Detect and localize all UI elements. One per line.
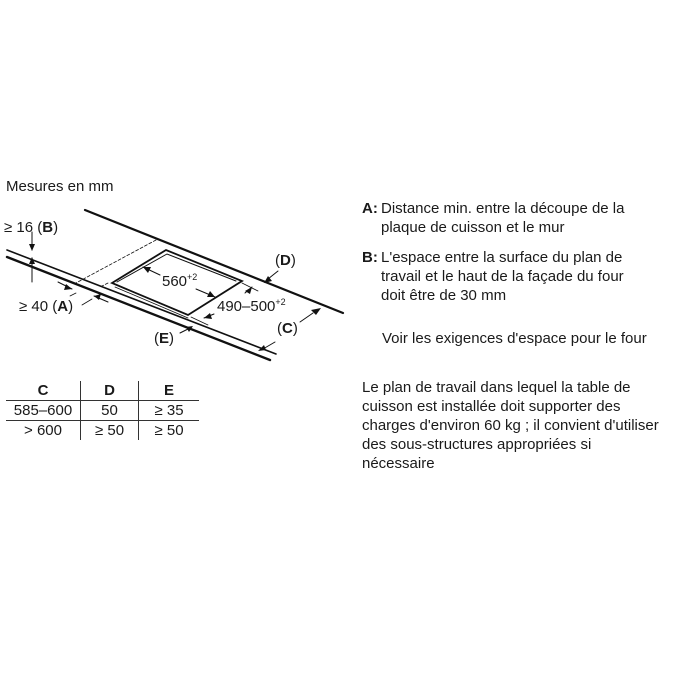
cell: ≥ 50	[154, 422, 184, 439]
label-d: (D)	[275, 252, 296, 269]
header-c: C	[6, 381, 81, 401]
note-load-line: Le plan de travail dans lequel la table de	[362, 379, 631, 396]
note-a-key: A:	[362, 200, 378, 217]
note-a	[362, 199, 624, 237]
note-a-line: Distance min. entre la découpe de la	[381, 200, 625, 217]
oven-reference-dashed	[76, 240, 156, 283]
note-b-line: doit être de 30 mm	[381, 287, 507, 304]
table-row	[6, 421, 199, 441]
cell: > 600	[6, 421, 81, 441]
note-b-line: travail et le haut de la façade du four	[381, 268, 624, 285]
note-oven: Voir les exigences d'espace pour le four	[382, 330, 647, 347]
note-load	[362, 378, 659, 473]
dimension-table	[6, 381, 199, 440]
note-load-line: charges d'environ 60 kg ; il convient d'utiliser	[362, 417, 659, 434]
label-a: ≥ 40 (A)	[19, 298, 74, 315]
header-e: E	[139, 381, 200, 401]
header-d: D	[81, 381, 139, 401]
note-b	[362, 248, 624, 305]
label-cutout-width: $560^{+2}$	[162, 272, 198, 290]
note-load-line: des sous-structures appropriées si	[362, 436, 592, 453]
cell: ≥ 50	[81, 421, 139, 441]
note-a-line: plaque de cuisson et le mur	[381, 219, 565, 236]
cell: 50	[81, 401, 139, 421]
label-b: ≥ 16 (B)	[4, 219, 59, 236]
wall-line	[85, 210, 343, 313]
cell: ≥ 35	[139, 401, 200, 421]
note-load-line: cuisson est installée doit supporter des	[362, 398, 621, 415]
label-cutout-depth: $490-500^{+2}$	[217, 297, 286, 315]
note-b-key: B:	[362, 249, 378, 266]
note-b-line: L'espace entre la surface du plan de	[381, 249, 623, 266]
table-row	[6, 401, 199, 421]
note-load-line: nécessaire	[362, 455, 435, 472]
label-e: (E)	[154, 330, 175, 347]
label-c: (C)	[277, 320, 298, 337]
table-header-row	[6, 381, 199, 401]
diagram-title: Mesures en mm	[6, 178, 114, 195]
cell: 585–600	[6, 401, 81, 421]
